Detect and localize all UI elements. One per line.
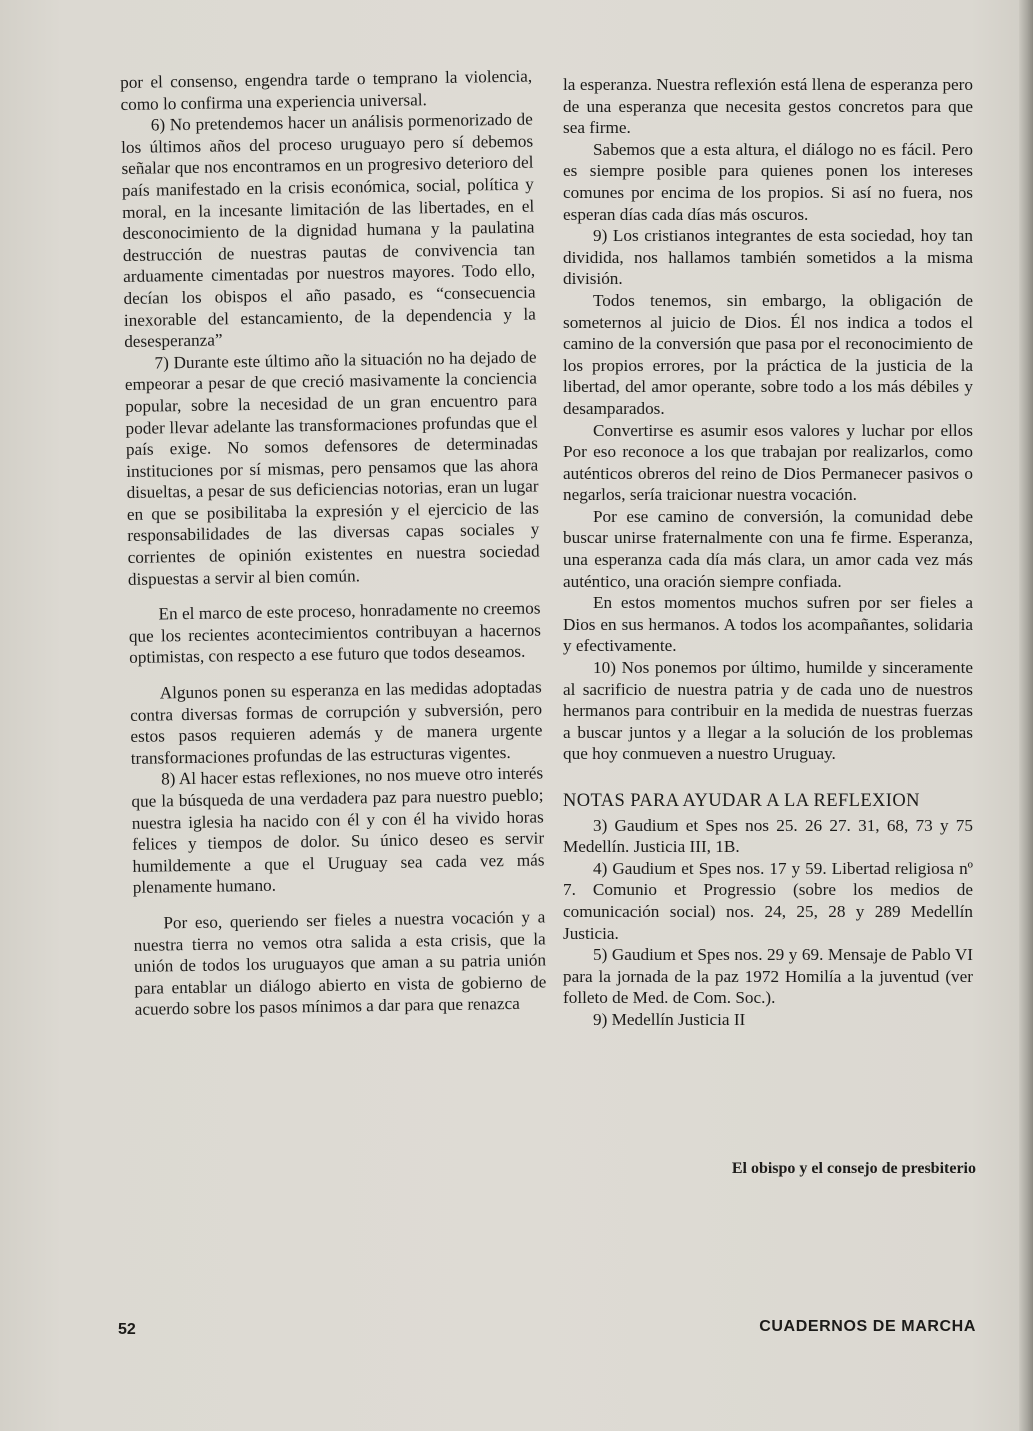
paragraph: 7) Durante este último año la situación no ha dejado de empeorar a pesar de que creció masivamente la conciencia popular, sobre la necesidad de un gran encuentro para poder llevar adelante las transformaciones profundas que el país exige. No somos defensores de determinadas instituciones por sí mismas, pero pensamos que las ahora disueltas, a pesar de sus deficiencias notorias, eran un lugar en que se posibilitaba la expresión y el ejercicio de las responsabilidades de las diversas capas sociales y corrientes de opinión existentes en nuestra sociedad dispuestas a servir al bien común. [124, 347, 540, 589]
note-item: 4) Gaudium et Spes nos. 17 y 59. Libertad religiosa nº 7. Comunio et Progressio (sobre los medios de comunicación social) nos. 24, 25, 28 y 289 Medellín Justicia. [563, 858, 973, 943]
paragraph: En el marco de este proceso, honradamente no creemos que los recientes acontecimientos contribuyan a hacernos optimistas, con respecto a ese futuro que todos deseamos. [128, 598, 541, 668]
page-edge-shadow [1019, 0, 1033, 1431]
note-item: 3) Gaudium et Spes nos 25. 26 27. 31, 68, 73 y 75 Medellín. Justicia III, 1B. [563, 815, 973, 857]
journal-name: CUADERNOS DE MARCHA [759, 1318, 976, 1335]
paragraph: 8) Al hacer estas reflexiones, no nos mueve otro interés que la búsqueda de una verdadera paz para nuestro pueblo; nuestra iglesia ha nacido con él y con él ha vivido horas felices y tiempos de dolor. Su único deseo es servir humildemente a que el Uruguay sea cada vez más plenamente humano. [131, 763, 545, 898]
signature: El obispo y el consejo de presbiterio [731, 1160, 976, 1177]
paragraph: por el consenso, engendra tarde o temprano la violencia, como lo confirma una experiencia universal. [120, 66, 533, 114]
notes-list [563, 815, 973, 1031]
notes-heading: NOTAS PARA AYUDAR A LA REFLEXION [563, 791, 920, 811]
paragraph: 6) No pretendemos hacer un análisis pormenorizado de los últimos años del proceso uruguayo pero sí debemos señalar que nos encontramos en un progresivo deterioro del país manifestado en la crisis económica, social, política y moral, en la incesante limitación de las libertades, en el desconocimiento de la dignidad humana y la paulatina destrucción de nuestras pautas de convivencia tan arduamente cimentadas por nuestros mayores. Todo ello, decían los obispos el año pasado, es “consecuencia inexorable del estancamiento, de la dependencia y la desesperanza” [121, 109, 536, 352]
right-column-body [563, 74, 973, 765]
paragraph: la esperanza. Nuestra reflexión está llena de esperanza pero de una esperanza que necesita gestos concretos para que sea firme. [563, 75, 973, 138]
paragraph: 10) Nos ponemos por último, humilde y sinceramente al sacrificio de nuestra patria y de cada uno de nuestros hermanos para contribuir en la medida de nuestras fuerzas a buscar juntos y a llegar a la solución de los problemas que hoy conmueven a nuestro Uruguay. [563, 658, 973, 764]
paragraph: Algunos ponen su esperanza en las medidas adoptadas contra diversas formas de corrupción y subversión, pero estos pasos requieren además y de manera urgente transformaciones profundas de las estructuras vigentes. [129, 677, 543, 768]
right-column [563, 74, 973, 1031]
page-number: 52 [118, 1321, 136, 1338]
left-column [120, 66, 547, 1021]
paragraph: Por eso, queriendo ser fieles a nuestra vocación y a nuestra tierra no vemos otra salida a esta crisis, que la unión de todos los uruguayos que aman a su patria unión para entablar un diálogo abierto en vista de gobierno de acuerdo sobre los pasos mínimos a dar para que renazca [133, 907, 547, 1020]
note-item: 5) Gaudium et Spes nos. 29 y 69. Mensaje de Pablo VI para la jornada de la paz 1972 Homilía a la juventud (ver folleto de Med. de Com. Soc.). [563, 945, 973, 1008]
paragraph: Todos tenemos, sin embargo, la obligación de someternos al juicio de Dios. Él nos indica a todos el camino de la conversión que pasa por el reconocimiento de los propios errores, por la práctica de la justicia de la libertad, del amor operante, sobre todo a los más débiles y desamparados. [563, 290, 973, 418]
paragraph: Sabemos que a esta altura, el diálogo no es fácil. Pero es siempre posible para quienes ponen los intereses comunes por encima de los propios. Si así no fuera, nos esperan días cada días más oscuros. [563, 139, 973, 224]
paragraph: 9) Los cristianos integrantes de esta sociedad, hoy tan dividida, nos hallamos también sometidos a la misma división. [563, 226, 973, 289]
paragraph: Por ese camino de conversión, la comunidad debe buscar unirse fraternalmente con una fe firme. Esperanza, una esperanza cada día más clara, un amor cada vez más auténtico, una oración siempre confiada. [563, 506, 973, 591]
note-item: 9) Medellín Justicia II [593, 1009, 746, 1029]
paragraph: En estos momentos muchos sufren por ser fieles a Dios en sus hermanos. A todos los acompañantes, solidaria y efectivamente. [563, 593, 973, 656]
paragraph: Convertirse es asumir esos valores y luchar por ellos Por eso reconoce a los que trabajan por realizarlos, como auténticos obreros del reino de Dios Permanecer pasivos o negarlos, sería traicionar nuestra vocación. [563, 420, 973, 505]
